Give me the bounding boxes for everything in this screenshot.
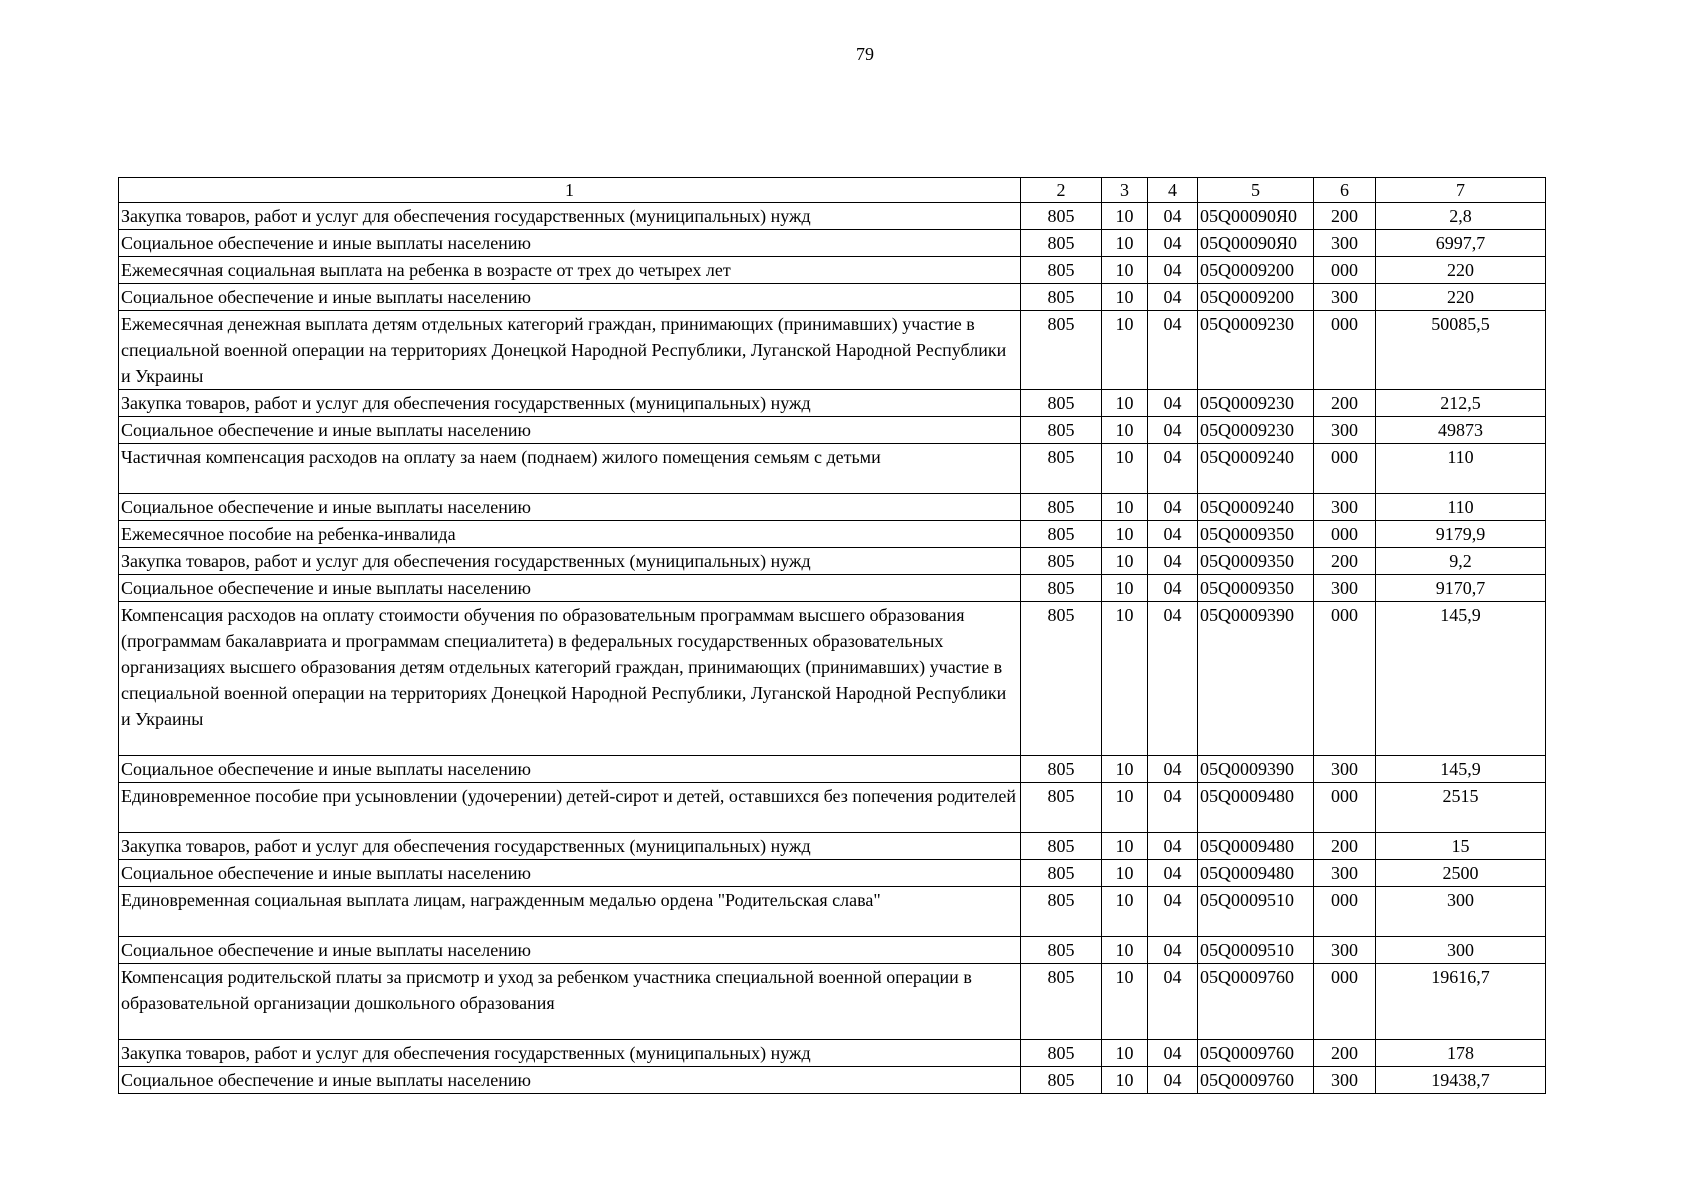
row-amount: 49873: [1376, 417, 1546, 444]
row-name: Ежемесячная социальная выплата на ребенка в возрасте от трех до четырех лет: [119, 257, 1021, 284]
row-amount: 9170,7: [1376, 575, 1546, 602]
row-target-code: 05Q0009760: [1198, 1067, 1314, 1094]
row-target-code: 05Q0009230: [1198, 390, 1314, 417]
row-expense-type: 300: [1314, 494, 1376, 521]
row-section: 10: [1102, 887, 1148, 937]
row-section: 10: [1102, 756, 1148, 783]
row-name: Компенсация расходов на оплату стоимости обучения по образовательным программам высшего образования (программам бакалавриата и программам специалитета) в федеральных государственных образовательных организациях высшего образования детям отдельных категорий граждан, принимающих (принимавших) участие в специальной военной операции на территориях Донецкой Народной Республики, Луганской Народной Республики и Украины: [119, 602, 1021, 756]
table-row: [119, 756, 1546, 783]
row-target-code: 05Q0009480: [1198, 783, 1314, 833]
row-section: 10: [1102, 602, 1148, 756]
row-name: Единовременное пособие при усыновлении (удочерении) детей-сирот и детей, оставшихся без попечения родителей: [119, 783, 1021, 833]
row-subsection: 04: [1148, 203, 1198, 230]
row-name: Закупка товаров, работ и услуг для обеспечения государственных (муниципальных) нужд: [119, 1040, 1021, 1067]
row-admin-code: 805: [1021, 521, 1102, 548]
table-body: [119, 203, 1546, 1094]
row-admin-code: 805: [1021, 575, 1102, 602]
row-name: Частичная компенсация расходов на оплату за наем (поднаем) жилого помещения семьям с детьми: [119, 444, 1021, 494]
row-section: 10: [1102, 390, 1148, 417]
row-section: 10: [1102, 444, 1148, 494]
table-row: [119, 548, 1546, 575]
row-subsection: 04: [1148, 783, 1198, 833]
row-expense-type: 300: [1314, 1067, 1376, 1094]
row-name: Социальное обеспечение и иные выплаты населению: [119, 230, 1021, 257]
row-section: 10: [1102, 230, 1148, 257]
row-expense-type: 200: [1314, 1040, 1376, 1067]
row-amount: 19438,7: [1376, 1067, 1546, 1094]
budget-table: [118, 177, 1546, 1094]
row-expense-type: 000: [1314, 311, 1376, 390]
row-target-code: 05Q0009350: [1198, 575, 1314, 602]
row-section: 10: [1102, 284, 1148, 311]
row-name: Социальное обеспечение и иные выплаты населению: [119, 860, 1021, 887]
row-expense-type: 300: [1314, 937, 1376, 964]
row-amount: 2,8: [1376, 203, 1546, 230]
row-expense-type: 300: [1314, 417, 1376, 444]
row-amount: 6997,7: [1376, 230, 1546, 257]
row-target-code: 05Q0009350: [1198, 548, 1314, 575]
row-admin-code: 805: [1021, 548, 1102, 575]
page-number: 79: [856, 44, 874, 64]
row-section: 10: [1102, 548, 1148, 575]
table-row: [119, 311, 1546, 390]
row-target-code: 05Q0009230: [1198, 311, 1314, 390]
row-amount: 300: [1376, 937, 1546, 964]
row-section: 10: [1102, 964, 1148, 1040]
row-admin-code: 805: [1021, 257, 1102, 284]
row-name: Ежемесячная денежная выплата детям отдельных категорий граждан, принимающих (принимавших) участие в специальной военной операции на территориях Донецкой Народной Республики, Луганской Народной Республики и Украины: [119, 311, 1021, 390]
column-header: 5: [1198, 178, 1314, 203]
column-header: 4: [1148, 178, 1198, 203]
row-name: Закупка товаров, работ и услуг для обеспечения государственных (муниципальных) нужд: [119, 390, 1021, 417]
row-expense-type: 200: [1314, 203, 1376, 230]
row-admin-code: 805: [1021, 964, 1102, 1040]
column-header: 2: [1021, 178, 1102, 203]
table-row: [119, 964, 1546, 1040]
row-expense-type: 000: [1314, 521, 1376, 548]
row-expense-type: 300: [1314, 756, 1376, 783]
row-expense-type: 000: [1314, 887, 1376, 937]
row-admin-code: 805: [1021, 860, 1102, 887]
row-name: Закупка товаров, работ и услуг для обеспечения государственных (муниципальных) нужд: [119, 203, 1021, 230]
row-section: 10: [1102, 783, 1148, 833]
row-target-code: 05Q0009760: [1198, 964, 1314, 1040]
row-admin-code: 805: [1021, 444, 1102, 494]
table-header-row: [119, 178, 1546, 203]
row-amount: 212,5: [1376, 390, 1546, 417]
row-subsection: 04: [1148, 284, 1198, 311]
row-subsection: 04: [1148, 756, 1198, 783]
row-target-code: 05Q0009760: [1198, 1040, 1314, 1067]
row-section: 10: [1102, 494, 1148, 521]
row-admin-code: 805: [1021, 783, 1102, 833]
table-row: [119, 494, 1546, 521]
row-target-code: 05Q0009480: [1198, 833, 1314, 860]
row-name: Социальное обеспечение и иные выплаты населению: [119, 937, 1021, 964]
row-target-code: 05Q0009350: [1198, 521, 1314, 548]
table-row: [119, 887, 1546, 937]
row-admin-code: 805: [1021, 390, 1102, 417]
row-admin-code: 805: [1021, 887, 1102, 937]
row-target-code: 05Q0009230: [1198, 417, 1314, 444]
row-name: Компенсация родительской платы за присмотр и уход за ребенком участника специальной военной операции в образовательной организации дошкольного образования: [119, 964, 1021, 1040]
table-row: [119, 444, 1546, 494]
row-section: 10: [1102, 1067, 1148, 1094]
table-row: [119, 783, 1546, 833]
row-expense-type: 000: [1314, 257, 1376, 284]
row-name: Социальное обеспечение и иные выплаты населению: [119, 1067, 1021, 1094]
row-subsection: 04: [1148, 390, 1198, 417]
row-subsection: 04: [1148, 494, 1198, 521]
row-subsection: 04: [1148, 964, 1198, 1040]
row-name: Социальное обеспечение и иные выплаты населению: [119, 417, 1021, 444]
row-amount: 9,2: [1376, 548, 1546, 575]
row-amount: 220: [1376, 284, 1546, 311]
row-admin-code: 805: [1021, 937, 1102, 964]
row-amount: 220: [1376, 257, 1546, 284]
row-section: 10: [1102, 1040, 1148, 1067]
row-section: 10: [1102, 937, 1148, 964]
row-target-code: 05Q00090Я0: [1198, 230, 1314, 257]
row-amount: 50085,5: [1376, 311, 1546, 390]
row-subsection: 04: [1148, 937, 1198, 964]
table-row: [119, 833, 1546, 860]
row-subsection: 04: [1148, 444, 1198, 494]
row-name: Закупка товаров, работ и услуг для обеспечения государственных (муниципальных) нужд: [119, 833, 1021, 860]
row-subsection: 04: [1148, 548, 1198, 575]
table-row: [119, 575, 1546, 602]
row-subsection: 04: [1148, 521, 1198, 548]
row-subsection: 04: [1148, 1067, 1198, 1094]
row-name: Социальное обеспечение и иные выплаты населению: [119, 494, 1021, 521]
table-row: [119, 860, 1546, 887]
row-admin-code: 805: [1021, 602, 1102, 756]
row-target-code: 05Q0009390: [1198, 602, 1314, 756]
row-admin-code: 805: [1021, 417, 1102, 444]
row-section: 10: [1102, 833, 1148, 860]
row-admin-code: 805: [1021, 833, 1102, 860]
row-expense-type: 300: [1314, 575, 1376, 602]
row-amount: 2515: [1376, 783, 1546, 833]
row-name: Социальное обеспечение и иные выплаты населению: [119, 575, 1021, 602]
row-section: 10: [1102, 860, 1148, 887]
row-expense-type: 300: [1314, 284, 1376, 311]
row-name: Социальное обеспечение и иные выплаты населению: [119, 756, 1021, 783]
row-section: 10: [1102, 575, 1148, 602]
row-expense-type: 000: [1314, 602, 1376, 756]
table-row: [119, 257, 1546, 284]
row-target-code: 05Q00090Я0: [1198, 203, 1314, 230]
row-target-code: 05Q0009390: [1198, 756, 1314, 783]
row-subsection: 04: [1148, 860, 1198, 887]
row-expense-type: 200: [1314, 390, 1376, 417]
row-expense-type: 000: [1314, 783, 1376, 833]
row-name: Закупка товаров, работ и услуг для обеспечения государственных (муниципальных) нужд: [119, 548, 1021, 575]
row-target-code: 05Q0009240: [1198, 494, 1314, 521]
row-target-code: 05Q0009200: [1198, 284, 1314, 311]
row-amount: 145,9: [1376, 756, 1546, 783]
row-name: Единовременная социальная выплата лицам, награжденным медалью ордена "Родительская слава": [119, 887, 1021, 937]
row-subsection: 04: [1148, 602, 1198, 756]
row-subsection: 04: [1148, 257, 1198, 284]
row-amount: 145,9: [1376, 602, 1546, 756]
row-admin-code: 805: [1021, 230, 1102, 257]
row-amount: 9179,9: [1376, 521, 1546, 548]
row-section: 10: [1102, 203, 1148, 230]
row-amount: 15: [1376, 833, 1546, 860]
table-row: [119, 521, 1546, 548]
row-expense-type: 000: [1314, 964, 1376, 1040]
row-expense-type: 200: [1314, 548, 1376, 575]
row-amount: 110: [1376, 494, 1546, 521]
row-expense-type: 300: [1314, 230, 1376, 257]
row-amount: 19616,7: [1376, 964, 1546, 1040]
table-row: [119, 390, 1546, 417]
table-row: [119, 1040, 1546, 1067]
row-amount: 2500: [1376, 860, 1546, 887]
row-expense-type: 200: [1314, 833, 1376, 860]
table-row: [119, 937, 1546, 964]
row-name: Социальное обеспечение и иные выплаты населению: [119, 284, 1021, 311]
row-target-code: 05Q0009480: [1198, 860, 1314, 887]
column-header: 6: [1314, 178, 1376, 203]
row-expense-type: 300: [1314, 860, 1376, 887]
row-target-code: 05Q0009510: [1198, 887, 1314, 937]
row-amount: 178: [1376, 1040, 1546, 1067]
row-subsection: 04: [1148, 230, 1198, 257]
row-admin-code: 805: [1021, 311, 1102, 390]
row-expense-type: 000: [1314, 444, 1376, 494]
row-section: 10: [1102, 417, 1148, 444]
row-subsection: 04: [1148, 1040, 1198, 1067]
row-amount: 300: [1376, 887, 1546, 937]
row-admin-code: 805: [1021, 494, 1102, 521]
row-name: Ежемесячное пособие на ребенка-инвалида: [119, 521, 1021, 548]
row-target-code: 05Q0009510: [1198, 937, 1314, 964]
table-row: [119, 203, 1546, 230]
table-row: [119, 284, 1546, 311]
table-row: [119, 1067, 1546, 1094]
row-subsection: 04: [1148, 417, 1198, 444]
row-admin-code: 805: [1021, 1067, 1102, 1094]
row-subsection: 04: [1148, 887, 1198, 937]
row-section: 10: [1102, 521, 1148, 548]
table-row: [119, 602, 1546, 756]
row-subsection: 04: [1148, 575, 1198, 602]
row-admin-code: 805: [1021, 203, 1102, 230]
row-admin-code: 805: [1021, 756, 1102, 783]
table-row: [119, 417, 1546, 444]
row-section: 10: [1102, 257, 1148, 284]
row-admin-code: 805: [1021, 284, 1102, 311]
row-section: 10: [1102, 311, 1148, 390]
column-header: 7: [1376, 178, 1546, 203]
column-header: 1: [119, 178, 1021, 203]
column-header: 3: [1102, 178, 1148, 203]
table-row: [119, 230, 1546, 257]
row-admin-code: 805: [1021, 1040, 1102, 1067]
row-target-code: 05Q0009200: [1198, 257, 1314, 284]
row-subsection: 04: [1148, 311, 1198, 390]
row-target-code: 05Q0009240: [1198, 444, 1314, 494]
row-subsection: 04: [1148, 833, 1198, 860]
row-amount: 110: [1376, 444, 1546, 494]
